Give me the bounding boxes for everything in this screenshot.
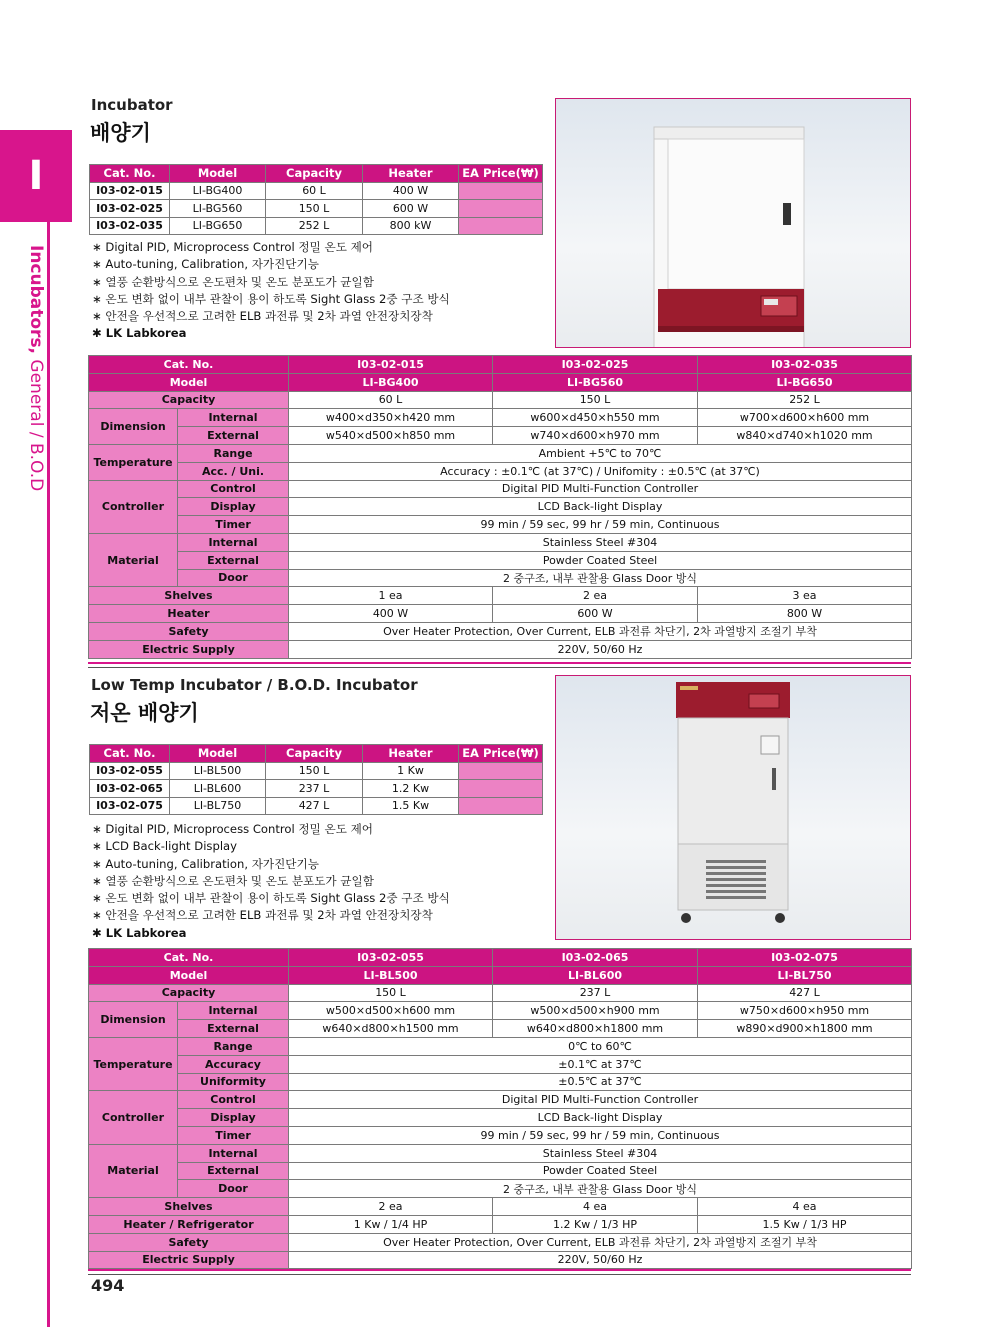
price <box>459 182 543 200</box>
side-rule <box>47 222 50 1327</box>
cat-no: I03-02-055 <box>90 762 170 780</box>
spec-row-model <box>89 373 912 391</box>
section2-title-en: Low Temp Incubator / B.O.D. Incubator <box>91 676 418 694</box>
spec-row-cat <box>89 356 912 374</box>
spec-group-label: Temperature <box>89 444 178 480</box>
product-photo-bod-incubator <box>555 675 911 940</box>
header-capacity: Capacity <box>266 165 363 183</box>
spec-value: w700×d600×h600 mm <box>698 409 912 427</box>
spec-value: 220V, 50/60 Hz <box>289 640 912 658</box>
spec-label: Door <box>178 569 289 587</box>
spec-value: w400×d350×h420 mm <box>289 409 493 427</box>
spec-value: 3 ea <box>698 587 912 605</box>
spec-row-mat-external <box>89 1162 912 1180</box>
spec-value: 0℃ to 60℃ <box>289 1037 912 1055</box>
header-model: Model <box>170 165 266 183</box>
list-item: ∗ Auto-tuning, Calibration, 자가진단기능 <box>92 257 319 272</box>
cat-no: I03-02-065 <box>90 780 170 798</box>
spec-value: w840×d740×h1020 mm <box>698 427 912 445</box>
spec-model: LI-BG400 <box>289 373 493 391</box>
spec-label: Safety <box>89 1233 289 1251</box>
spec-group-label: Controller <box>89 480 178 533</box>
price <box>459 217 543 235</box>
capacity: 150 L <box>266 200 363 218</box>
spec-row-door <box>89 569 912 587</box>
spec-label: Electric Supply <box>89 1251 289 1269</box>
spec-row-safety <box>89 622 912 640</box>
model: LI-BG560 <box>170 200 266 218</box>
spec-row-shelves <box>89 587 912 605</box>
spec-row-electric <box>89 640 912 658</box>
spec-value: Digital PID Multi-Function Controller <box>289 1091 912 1109</box>
spec-value: w640×d800×h1500 mm <box>289 1020 493 1038</box>
model: LI-BG400 <box>170 182 266 200</box>
list-item: ∗ Digital PID, Microprocess Control 정밀 온도 제어 <box>92 240 373 254</box>
spec-value: 2 ea <box>289 1198 493 1216</box>
spec-row-mat-external <box>89 551 912 569</box>
spec-value: Ambient +5℃ to 70℃ <box>289 444 912 462</box>
spec-value: w500×d500×h600 mm <box>289 1002 493 1020</box>
table-row <box>90 780 543 798</box>
spec-value: 1 Kw / 1/4 HP <box>289 1215 493 1233</box>
spec-label: Range <box>178 1037 289 1055</box>
capacity: 60 L <box>266 182 363 200</box>
spec-row-display <box>89 498 912 516</box>
spec-group-label: Material <box>89 1144 178 1197</box>
spec-label: Display <box>178 1109 289 1127</box>
list-item: ∗ 온도 변화 없이 내부 관찰이 용이 하도록 Sight Glass 2중 구조 방식 <box>92 291 450 306</box>
section-divider-thin <box>88 667 911 668</box>
spec-value: 220V, 50/60 Hz <box>289 1251 912 1269</box>
spec-row-electric <box>89 1251 912 1269</box>
spec-model: LI-BL750 <box>698 966 912 984</box>
brand-label: ✱ LK Labkorea <box>92 925 187 940</box>
spec-value: Accuracy : ±0.1℃ (at 37℃) / Unifomity : ±0.5℃ (at 37℃) <box>289 462 912 480</box>
list-item: ∗ 열풍 순환방식으로 온도편차 및 온도 분포도가 균일함 <box>92 873 374 888</box>
spec-cat: I03-02-025 <box>493 356 698 374</box>
heater: 400 W <box>363 182 459 200</box>
spec-label: Heater / Refrigerator <box>89 1215 289 1233</box>
spec-value: 237 L <box>493 984 698 1002</box>
spec-value: Digital PID Multi-Function Controller <box>289 480 912 498</box>
spec-value: 4 ea <box>698 1198 912 1216</box>
spec-row-mat-internal <box>89 1144 912 1162</box>
table-row <box>90 762 543 780</box>
spec-label: Capacity <box>89 984 289 1002</box>
spec-value: 600 W <box>493 605 698 623</box>
list-item: ∗ 온도 변화 없이 내부 관찰이 용이 하도록 Sight Glass 2중 구조 방식 <box>92 891 450 906</box>
spec-value: 427 L <box>698 984 912 1002</box>
spec-value: ±0.5℃ at 37℃ <box>289 1073 912 1091</box>
section1-title-ko: 배양기 <box>90 121 151 145</box>
price-table-1 <box>89 164 543 235</box>
spec-label: Uniformity <box>178 1073 289 1091</box>
spec-row-timer <box>89 1126 912 1144</box>
spec-row-dim-internal <box>89 1002 912 1020</box>
side-label-rest: General / B.O.D <box>26 354 46 492</box>
model: LI-BL750 <box>170 797 266 815</box>
spec-label: Door <box>178 1180 289 1198</box>
list-item: ∗ 안전을 우선적으로 고려한 ELB 과전류 및 2차 과열 안전장치장착 <box>92 908 433 923</box>
spec-row-heater <box>89 605 912 623</box>
spec-label: External <box>178 1020 289 1038</box>
spec-label: Model <box>89 373 289 391</box>
spec-row-accuracy <box>89 462 912 480</box>
spec-value: w890×d900×h1800 mm <box>698 1020 912 1038</box>
spec-value: w740×d600×h970 mm <box>493 427 698 445</box>
spec-cat: I03-02-035 <box>698 356 912 374</box>
spec-value: 150 L <box>289 984 493 1002</box>
header-heater: Heater <box>363 165 459 183</box>
spec-row-timer <box>89 516 912 534</box>
spec-model: LI-BL500 <box>289 966 493 984</box>
cat-no: I03-02-025 <box>90 200 170 218</box>
model: LI-BL500 <box>170 762 266 780</box>
model: LI-BG650 <box>170 217 266 235</box>
price <box>459 797 543 815</box>
spec-value: 2 중구조, 내부 관찰용 Glass Door 방식 <box>289 569 912 587</box>
spec-value: Powder Coated Steel <box>289 1162 912 1180</box>
header-cat: Cat. No. <box>90 745 170 763</box>
heater: 1 Kw <box>363 762 459 780</box>
price-table-header <box>90 745 543 763</box>
capacity: 427 L <box>266 797 363 815</box>
spec-row-capacity <box>89 984 912 1002</box>
list-item: ∗ Auto-tuning, Calibration, 자가진단기능 <box>92 856 319 871</box>
spec-value: 2 중구조, 내부 관찰용 Glass Door 방식 <box>289 1180 912 1198</box>
spec-label: Acc. / Uni. <box>178 462 289 480</box>
spec-value: w540×d500×h850 mm <box>289 427 493 445</box>
spec-value: Stainless Steel #304 <box>289 1144 912 1162</box>
side-section-label <box>10 245 46 545</box>
spec-label: Model <box>89 966 289 984</box>
spec-value: w600×d450×h550 mm <box>493 409 698 427</box>
section1-title-en: Incubator <box>91 96 173 114</box>
capacity: 150 L <box>266 762 363 780</box>
list-item: ∗ 열풍 순환방식으로 온도편차 및 온도 분포도가 균일함 <box>92 274 374 289</box>
cat-no: I03-02-075 <box>90 797 170 815</box>
spec-model: LI-BG650 <box>698 373 912 391</box>
spec-value: 1.2 Kw / 1/3 HP <box>493 1215 698 1233</box>
spec-row-display <box>89 1109 912 1127</box>
spec-value: Over Heater Protection, Over Current, ELB 과전류 차단기, 2차 과열방지 조절기 부착 <box>289 1233 912 1251</box>
spec-value: 4 ea <box>493 1198 698 1216</box>
spec-row-dim-external <box>89 1020 912 1038</box>
spec-label: Control <box>178 1091 289 1109</box>
spec-row-capacity <box>89 391 912 409</box>
spec-label: Shelves <box>89 1198 289 1216</box>
table-row <box>90 797 543 815</box>
spec-value: 2 ea <box>493 587 698 605</box>
spec-cat: I03-02-015 <box>289 356 493 374</box>
spec-value: Over Heater Protection, Over Current, ELB 과전류 차단기, 2차 과열방지 조절기 부착 <box>289 622 912 640</box>
spec-label: Safety <box>89 622 289 640</box>
price <box>459 780 543 798</box>
spec-value: Stainless Steel #304 <box>289 533 912 551</box>
spec-group-label: Material <box>89 533 178 586</box>
spec-row-control <box>89 1091 912 1109</box>
feature-list-2 <box>92 821 552 942</box>
spec-value: LCD Back-light Display <box>289 1109 912 1127</box>
spec-model: LI-BG560 <box>493 373 698 391</box>
spec-label: Cat. No. <box>89 356 289 374</box>
spec-row-accuracy <box>89 1055 912 1073</box>
spec-value: 1 ea <box>289 587 493 605</box>
spec-value: w750×d600×h950 mm <box>698 1002 912 1020</box>
spec-value: 1.5 Kw / 1/3 HP <box>698 1215 912 1233</box>
footer-divider <box>88 1269 911 1271</box>
spec-cat: I03-02-055 <box>289 949 493 967</box>
spec-value: LCD Back-light Display <box>289 498 912 516</box>
spec-label: Timer <box>178 516 289 534</box>
spec-row-range <box>89 1037 912 1055</box>
price-table-header <box>90 165 543 183</box>
header-heater: Heater <box>363 745 459 763</box>
spec-row-mat-internal <box>89 533 912 551</box>
product-photo-incubator <box>555 98 911 348</box>
spec-cat: I03-02-065 <box>493 949 698 967</box>
heater: 1.5 Kw <box>363 797 459 815</box>
spec-group-label: Dimension <box>89 1002 178 1038</box>
incubator-illustration <box>556 99 911 348</box>
list-item: ∗ 안전을 우선적으로 고려한 ELB 과전류 및 2차 과열 안전장치장착 <box>92 309 433 324</box>
spec-value: w500×d500×h900 mm <box>493 1002 698 1020</box>
section-tab: I <box>0 130 72 222</box>
spec-label: Cat. No. <box>89 949 289 967</box>
capacity: 237 L <box>266 780 363 798</box>
heater: 1.2 Kw <box>363 780 459 798</box>
spec-value: 60 L <box>289 391 493 409</box>
heater: 600 W <box>363 200 459 218</box>
table-row <box>90 200 543 218</box>
spec-label: External <box>178 551 289 569</box>
page-number: 494 <box>91 1276 125 1295</box>
spec-value: w640×d800×h1800 mm <box>493 1020 698 1038</box>
spec-row-control <box>89 480 912 498</box>
spec-label: Internal <box>178 533 289 551</box>
price <box>459 762 543 780</box>
spec-value: 99 min / 59 sec, 99 hr / 59 min, Continuous <box>289 516 912 534</box>
price-table-2 <box>89 744 543 815</box>
list-item: ∗ LCD Back-light Display <box>92 839 238 854</box>
spec-label: Timer <box>178 1126 289 1144</box>
spec-row-model <box>89 966 912 984</box>
header-capacity: Capacity <box>266 745 363 763</box>
spec-label: External <box>178 1162 289 1180</box>
spec-row-door <box>89 1180 912 1198</box>
cat-no: I03-02-015 <box>90 182 170 200</box>
spec-label: Electric Supply <box>89 640 289 658</box>
spec-value: ±0.1℃ at 37℃ <box>289 1055 912 1073</box>
spec-value: Powder Coated Steel <box>289 551 912 569</box>
heater: 800 kW <box>363 217 459 235</box>
spec-label: Shelves <box>89 587 289 605</box>
list-item: ∗ Digital PID, Microprocess Control 정밀 온도 제어 <box>92 822 373 836</box>
spec-label: Accuracy <box>178 1055 289 1073</box>
spec-label: Display <box>178 498 289 516</box>
spec-label: Range <box>178 444 289 462</box>
price <box>459 200 543 218</box>
spec-label: Internal <box>178 1144 289 1162</box>
spec-value: 99 min / 59 sec, 99 hr / 59 min, Continuous <box>289 1126 912 1144</box>
spec-group-label: Controller <box>89 1091 178 1144</box>
header-price: EA Price(₩) <box>459 745 543 763</box>
header-cat: Cat. No. <box>90 165 170 183</box>
spec-group-label: Temperature <box>89 1037 178 1090</box>
capacity: 252 L <box>266 217 363 235</box>
spec-row-safety <box>89 1233 912 1251</box>
header-model: Model <box>170 745 266 763</box>
feature-list-1 <box>92 239 552 343</box>
spec-value: 800 W <box>698 605 912 623</box>
spec-row-heater <box>89 1215 912 1233</box>
spec-row-dim-external <box>89 427 912 445</box>
section2-title-ko: 저온 배양기 <box>90 701 199 725</box>
spec-label: Internal <box>178 1002 289 1020</box>
spec-label: Heater <box>89 605 289 623</box>
spec-value: 400 W <box>289 605 493 623</box>
spec-label: Capacity <box>89 391 289 409</box>
spec-label: External <box>178 427 289 445</box>
spec-row-shelves <box>89 1198 912 1216</box>
side-label-bold: Incubators, <box>26 245 46 355</box>
spec-row-cat <box>89 949 912 967</box>
spec-label: Internal <box>178 409 289 427</box>
spec-model: LI-BL600 <box>493 966 698 984</box>
spec-value: 252 L <box>698 391 912 409</box>
brand-label: ✱ LK Labkorea <box>92 326 187 341</box>
footer-divider-thin <box>88 1274 911 1275</box>
model: LI-BL600 <box>170 780 266 798</box>
spec-cat: I03-02-075 <box>698 949 912 967</box>
header-price: EA Price(₩) <box>459 165 543 183</box>
spec-label: Control <box>178 480 289 498</box>
spec-row-dim-internal <box>89 409 912 427</box>
cat-no: I03-02-035 <box>90 217 170 235</box>
spec-table-1 <box>88 355 912 659</box>
table-row <box>90 182 543 200</box>
bod-incubator-illustration <box>556 676 911 940</box>
spec-group-label: Dimension <box>89 409 178 445</box>
spec-table-2 <box>88 948 912 1269</box>
spec-row-range <box>89 444 912 462</box>
table-row <box>90 217 543 235</box>
spec-row-uniformity <box>89 1073 912 1091</box>
spec-value: 150 L <box>493 391 698 409</box>
section-divider <box>88 662 911 664</box>
